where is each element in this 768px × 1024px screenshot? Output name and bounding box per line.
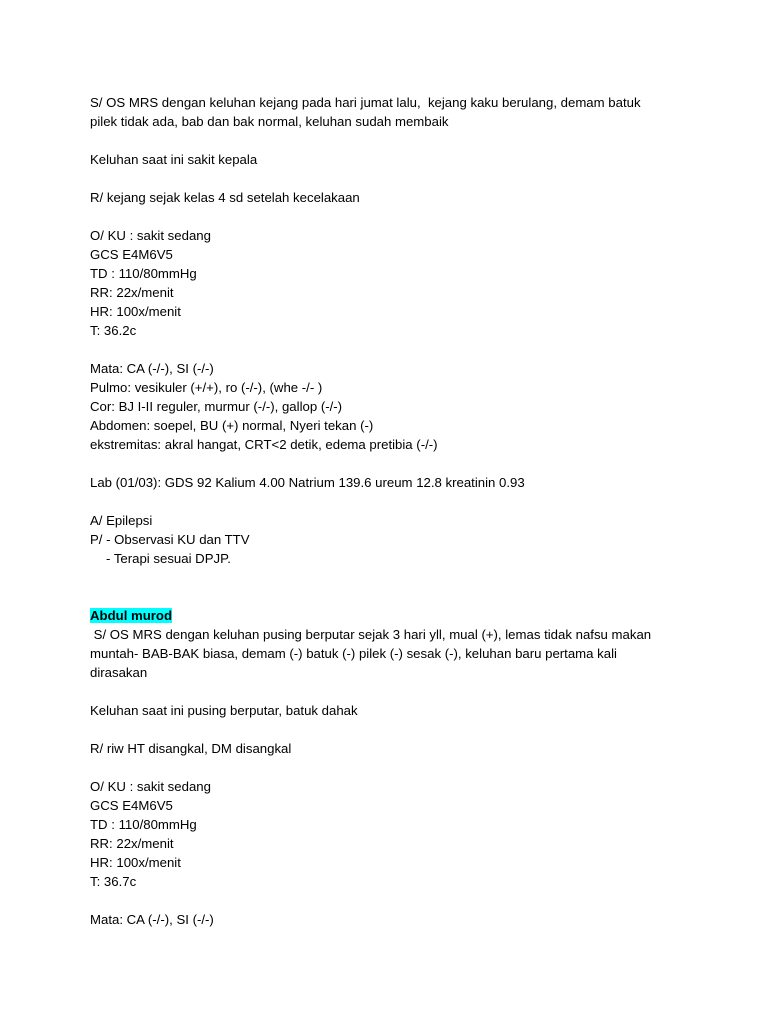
exam-line: ekstremitas: akral hangat, CRT<2 detik, edema pretibia (-/-) — [90, 437, 438, 452]
note-1 — [90, 93, 690, 568]
exam-line: Mata: CA (-/-), SI (-/-) — [90, 361, 214, 376]
objective-line: O/ KU : sakit sedang — [90, 228, 211, 243]
blank-line — [90, 454, 690, 473]
objective-line: TD : 110/80mmHg — [90, 266, 197, 281]
objective-line: T: 36.7c — [90, 874, 137, 889]
objective-line: RR: 22x/menit — [90, 285, 174, 300]
blank-line — [90, 587, 690, 606]
objective-line: RR: 22x/menit — [90, 836, 174, 851]
document-page — [90, 93, 690, 929]
blank-line — [90, 492, 690, 511]
history-line: R/ riw HT disangkal, DM disangkal — [90, 741, 292, 756]
subjective-line: S/ OS MRS dengan keluhan pusing berputar sejak 3 hari yll, mual (+), lemas tidak nafsu makan — [90, 627, 652, 642]
blank-line — [90, 131, 690, 150]
blank-line — [90, 758, 690, 777]
blank-line — [90, 568, 690, 587]
note-2 — [90, 606, 690, 929]
blank-line — [90, 891, 690, 910]
blank-line — [90, 207, 690, 226]
assessment-line: A/ Epilepsi — [90, 513, 153, 528]
objective-line: GCS E4M6V5 — [90, 798, 173, 813]
complaint-line: Keluhan saat ini pusing berputar, batuk dahak — [90, 703, 358, 718]
patient-name-line — [90, 606, 690, 625]
objective-line: HR: 100x/menit — [90, 855, 181, 870]
subjective-line: pilek tidak ada, bab dan bak normal, keluhan sudah membaik — [90, 114, 449, 129]
objective-line: HR: 100x/menit — [90, 304, 181, 319]
blank-line — [90, 720, 690, 739]
complaint-line: Keluhan saat ini sakit kepala — [90, 152, 258, 167]
objective-line: T: 36.2c — [90, 323, 137, 338]
subjective-line: muntah- BAB-BAK biasa, demam (-) batuk (-) pilek (-) sesak (-), keluhan baru pertama kali — [90, 646, 617, 661]
plan-line: - Terapi sesuai DPJP. — [106, 551, 231, 566]
blank-line — [90, 682, 690, 701]
plan-line: P/ - Observasi KU dan TTV — [90, 532, 250, 547]
blank-line — [90, 340, 690, 359]
exam-line: Mata: CA (-/-), SI (-/-) — [90, 912, 214, 927]
exam-line: Abdomen: soepel, BU (+) normal, Nyeri tekan (-) — [90, 418, 374, 433]
exam-line: Pulmo: vesikuler (+/+), ro (-/-), (whe -/- ) — [90, 380, 323, 395]
objective-line: TD : 110/80mmHg — [90, 817, 197, 832]
patient-name: Abdul murod — [90, 608, 173, 623]
objective-line: O/ KU : sakit sedang — [90, 779, 211, 794]
history-line: R/ kejang sejak kelas 4 sd setelah kecelakaan — [90, 190, 360, 205]
subjective-line: dirasakan — [90, 665, 148, 680]
objective-line: GCS E4M6V5 — [90, 247, 173, 262]
exam-line: Cor: BJ I-II reguler, murmur (-/-), gallop (-/-) — [90, 399, 343, 414]
subjective-line: S/ OS MRS dengan keluhan kejang pada hari jumat lalu, kejang kaku berulang, demam batuk — [90, 95, 641, 110]
blank-line — [90, 169, 690, 188]
lab-line: Lab (01/03): GDS 92 Kalium 4.00 Natrium 139.6 ureum 12.8 kreatinin 0.93 — [90, 475, 525, 490]
